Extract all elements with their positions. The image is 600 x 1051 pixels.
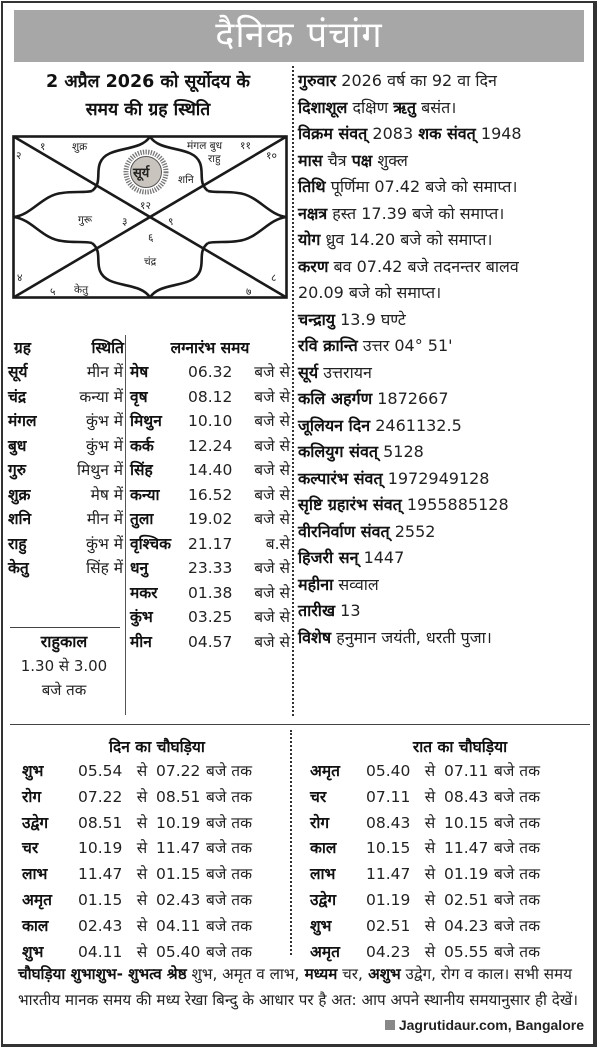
chart-heading-line2: समय की ग्रह स्थिति: [85, 100, 211, 120]
lagna-row: सिंह 14.40 बजे से: [130, 461, 290, 479]
house-4: ४: [17, 272, 23, 284]
detail-row-vishesh: विशेष हनुमान जयंती, धरती पुजा।: [298, 627, 492, 647]
detail-row-chandrayu: चन्द्रायु 13.9 घण्टे: [298, 309, 406, 329]
page-title: दैनिक पंचांग: [14, 10, 584, 62]
panchang-details: [298, 68, 590, 651]
lagna-row: मीन 04.57 बजे से: [130, 632, 290, 651]
detail-row-kaliyug: कलियुग संवत् 5128: [298, 442, 424, 461]
grah-sthiti-table: [8, 360, 123, 581]
detail-row-kalparambh: कल्पारंभ संवत् 1972949128: [298, 468, 490, 488]
lagna-row: धनु 23.33 बजे से: [130, 559, 290, 577]
detail-row-surya: सूर्य उत्तरायन: [298, 362, 372, 382]
choghadiya-row: लाभ 11.47 से 01.19 बजे तक: [310, 865, 541, 884]
choghadiya-row: अमृत 05.40 से 07.11 बजे तक: [310, 762, 541, 780]
lagna-row: मेष 06.32 बजे से: [130, 363, 290, 381]
rahukaal-box: [8, 630, 120, 702]
choghadiya-row: काल 02.43 से 04.11 बजे तक: [22, 916, 253, 935]
detail-row-samvat: विक्रम संवत् 2083 शक संवत् 1948: [298, 124, 522, 143]
house-11: ११: [240, 140, 251, 152]
column-divider: [292, 66, 294, 716]
detail-row-mahina: महीना सव्वाल: [298, 574, 379, 594]
source-credit: Jagrutidaur.com, Bangalore: [385, 1013, 584, 1039]
table-divider: [125, 335, 126, 715]
choghadiya-row: शुभ 04.11 से 05.40 बजे तक: [22, 942, 253, 961]
grah-sthiti-header: ग्रह स्थिति: [14, 339, 124, 357]
detail-row-weekday: गुरुवार 2026 वर्ष का 92 वा दिन: [298, 71, 497, 90]
detail-row-ravi-kranti: रवि क्रान्ति उत्तर 04° 51': [298, 336, 453, 355]
detail-row-yoga: योग ध्रुव 14.20 बजे को समाप्त।: [298, 230, 493, 249]
detail-row-kali-ahargan: कलि अहर्गण 1872667: [298, 389, 449, 408]
detail-row-veernirvan: वीरनिर्वाण संवत् 2552: [298, 521, 436, 541]
din-choghadiya-title: दिन का चौघड़िया: [109, 738, 205, 756]
chart-heading-line1: 2 अप्रैल 2026 को सूर्योदय के: [46, 72, 250, 92]
choghadiya-row: उद्वेग 01.19 से 02.51 बजे तक: [310, 890, 541, 909]
detail-row-srishti: सृष्टि ग्रहारंभ संवत् 1955885128: [298, 495, 509, 514]
detail-row-maas: मास चैत्र पक्ष शुक्ल: [298, 150, 408, 170]
detail-row-tithi: तिथि पूर्णिमा 07.42 बजे को समाप्त।: [298, 177, 518, 196]
lagna-row: मिथुन 10.10 बजे से: [130, 412, 290, 430]
din-choghadiya: [22, 735, 292, 965]
lagna-row: कर्क 12.24 बजे से: [130, 436, 290, 455]
rahukaal-suffix: बजे तक: [41, 681, 87, 699]
lagna-row: मकर 01.38 बजे से: [130, 583, 290, 602]
house-12: १२: [140, 200, 151, 212]
planet-chandra: चंद्र: [144, 256, 157, 268]
house-10: १०: [266, 150, 277, 162]
detail-row-dishashool: दिशाशूल दक्षिण ऋतु बसंत।: [298, 97, 457, 117]
lagna-row: वृश्चिक 21.17 ब.से: [130, 534, 290, 553]
planet-shani: शनि: [178, 174, 194, 186]
grah-row: गुरु मिथुन में: [8, 461, 123, 479]
rahukaal-title: राहुकाल: [40, 632, 88, 651]
grah-row: सूर्य मीन में: [8, 363, 123, 381]
section-divider: [10, 724, 590, 725]
grah-row: शुक्र मेष में: [8, 485, 123, 504]
kundli-chart: [12, 135, 288, 299]
grah-row: शनि मीन में: [8, 510, 123, 528]
house-9: ९: [168, 216, 174, 228]
detail-row-julian: जूलियन दिन 2461132.5: [298, 415, 462, 435]
house-2: २: [16, 150, 22, 162]
lagna-row: कुंभ 03.25 बजे से: [130, 608, 290, 626]
house-6: ६: [148, 232, 154, 244]
choghadiya-row: चर 07.11 से 08.43 बजे तक: [310, 787, 541, 806]
choghadiya-row: उद्वेग 08.51 से 10.19 बजे तक: [22, 813, 253, 832]
choghadiya-row: अमृत 04.23 से 05.55 बजे तक: [310, 942, 541, 961]
planet-mangal-budh: मंगल बुध: [187, 140, 223, 152]
lagna-row: तुला 19.02 बजे से: [130, 510, 290, 528]
house-3: ३: [122, 216, 128, 228]
detail-row-karan-cont: 20.09 बजे को समाप्त।: [298, 283, 442, 302]
detail-row-karan: करण बव 07.42 बजे तदनन्तर बालव: [298, 256, 519, 276]
house-7: ७: [246, 286, 252, 298]
grah-row: केतु सिंह में: [8, 559, 123, 577]
lagna-header: लग्नारंभ समय: [170, 339, 250, 357]
choghadiya-row: शुभ 05.54 से 07.22 बजे तक: [22, 762, 253, 780]
planet-shukra: शुक्र: [72, 141, 88, 153]
detail-row-hijri: हिजरी सन् 1447: [298, 548, 405, 567]
raat-choghadiya: [310, 735, 580, 965]
grah-row: चंद्र कन्या में: [8, 387, 123, 406]
choghadiya-row: शुभ 02.51 से 04.23 बजे तक: [310, 916, 541, 935]
chart-heading: [6, 68, 290, 124]
footer-note: चौघड़िया शुभाशुभ- शुभत्व श्रेष्ठ शुभ, अमृत व लाभ, मध्यम चर, अशुभ उद्वेग, रोग व काल। सभी समय भारतीय मानक समय की मध्य रेखा बिन्दु के आधार पर है अत: आप अपने स्थानीय समयानुसार ही देखें। Jagrutidaur.com, Bangalore: [18, 962, 584, 1039]
lagna-row: वृष 08.12 बजे से: [130, 387, 290, 406]
rahukaal-time: 1.30 से 3.00: [20, 657, 108, 675]
planet-rahu: राहु: [208, 153, 221, 165]
house-1: १: [40, 141, 46, 153]
lagna-row: कन्या 16.52 बजे से: [130, 485, 290, 504]
choghadiya-row: चर 10.19 से 11.47 बजे तक: [22, 839, 253, 858]
planet-ketu: केतु: [74, 284, 89, 296]
rahukaal-divider: [10, 627, 120, 628]
square-bullet-icon: [385, 1020, 395, 1030]
house-5: ५: [50, 286, 56, 298]
choghadiya-row: अमृत 01.15 से 02.43 बजे तक: [22, 890, 253, 909]
planet-surya: सूर्य: [133, 166, 150, 181]
grah-row: राहु कुंभ में: [8, 534, 123, 553]
choghadiya-row: काल 10.15 से 11.47 बजे तक: [310, 839, 541, 858]
choghadiya-row: लाभ 11.47 से 01.15 बजे तक: [22, 865, 253, 884]
grah-row: मंगल कुंभ में: [8, 412, 123, 430]
raat-choghadiya-title: रात का चौघड़िया: [412, 738, 508, 756]
grah-row: बुध कुंभ में: [8, 436, 123, 455]
choghadiya-row: रोग 08.43 से 10.15 बजे तक: [310, 813, 541, 832]
lagna-table: [130, 360, 290, 654]
detail-row-tarikh: तारीख 13: [298, 601, 361, 620]
house-8: ८: [271, 272, 277, 284]
choghadiya-row: रोग 07.22 से 08.51 बजे तक: [22, 787, 253, 806]
planet-guru: गुरू: [78, 214, 93, 226]
detail-row-nakshatra: नक्षत्र हस्त 17.39 बजे को समाप्त।: [298, 203, 505, 223]
